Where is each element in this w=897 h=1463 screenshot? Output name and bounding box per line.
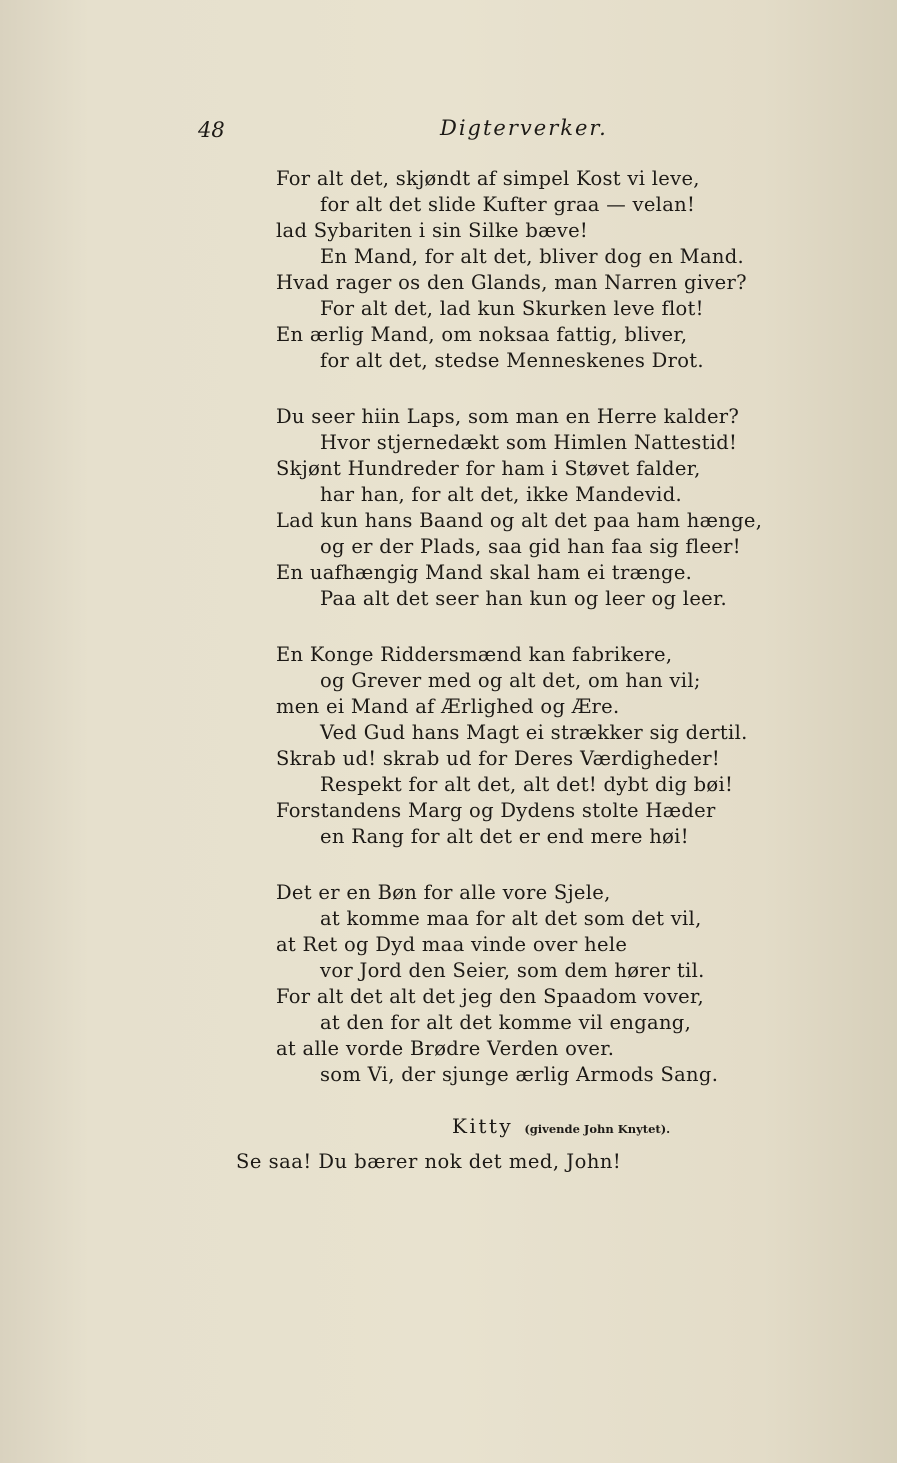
poem-line: En ærlig Mand, om noksaa fattig, bliver, — [276, 323, 688, 346]
poem-line: at Ret og Dyd maa vinde over hele — [276, 933, 628, 956]
speaker-heading — [452, 1114, 670, 1138]
poem-line: og er der Plads, saa gid han faa sig fleer! — [320, 535, 741, 558]
poem-line: Skjønt Hundreder for ham i Støvet falder, — [276, 457, 701, 480]
poem-line: som Vi, der sjunge ærlig Armods Sang. — [320, 1063, 719, 1086]
poem-line: Hvor stjernedækt som Himlen Nattestid! — [320, 431, 738, 454]
poem-line: at alle vorde Brødre Verden over. — [276, 1037, 615, 1060]
dialogue-line: Se saa! Du bærer nok det med, John! — [236, 1150, 622, 1173]
poem-line: at komme maa for alt det som det vil, — [320, 907, 702, 930]
poem-line: har han, for alt det, ikke Mandevid. — [320, 483, 682, 506]
stanza-2 — [276, 404, 836, 612]
poem-line: En uafhængig Mand skal ham ei trænge. — [276, 561, 693, 584]
poem-line: men ei Mand af Ærlighed og Ære. — [276, 695, 620, 718]
poem-line: for alt det, stedse Menneskenes Drot. — [320, 349, 704, 372]
stanza-3 — [276, 642, 836, 850]
poem-line: Paa alt det seer han kun og leer og leer. — [320, 587, 728, 610]
poem-line: Respekt for alt det, alt det! dybt dig bøi! — [320, 773, 734, 796]
poem-line: Hvad rager os den Glands, man Narren giver? — [276, 271, 747, 294]
stanza-1 — [276, 166, 836, 374]
stage-direction: (givende John Knytet). — [524, 1122, 671, 1136]
poem-line: Forstandens Marg og Dydens stolte Hæder — [276, 799, 716, 822]
poem-line: for alt det slide Kufter graa — velan! — [320, 193, 696, 216]
page-number: 48 — [198, 118, 225, 142]
poem-line: For alt det, skjøndt af simpel Kost vi leve, — [276, 167, 700, 190]
poem-line: og Grever med og alt det, om han vil; — [320, 669, 701, 692]
poem-line: En Mand, for alt det, bliver dog en Mand. — [320, 245, 745, 268]
poem-line: For alt det alt det jeg den Spaadom vover, — [276, 985, 704, 1008]
stanza-4 — [276, 880, 836, 1088]
poem-line: vor Jord den Seier, som dem hører til. — [320, 959, 705, 982]
page-header — [0, 114, 897, 148]
poem-line: Lad kun hans Baand og alt det paa ham hænge, — [276, 509, 763, 532]
poem — [276, 166, 836, 1118]
poem-line: en Rang for alt det er end mere høi! — [320, 825, 689, 848]
poem-line: Skrab ud! skrab ud for Deres Værdigheder! — [276, 747, 721, 770]
running-title: Digterverker. — [440, 116, 608, 140]
poem-line: For alt det, lad kun Skurken leve flot! — [320, 297, 704, 320]
poem-line: Det er en Bøn for alle vore Sjele, — [276, 881, 611, 904]
poem-line: at den for alt det komme vil engang, — [320, 1011, 692, 1034]
poem-line: Du seer hiin Laps, som man en Herre kalder? — [276, 405, 740, 428]
poem-line: Ved Gud hans Magt ei strækker sig dertil. — [320, 721, 748, 744]
poem-line: En Konge Riddersmænd kan fabrikere, — [276, 643, 673, 666]
speaker-name: Kitty — [452, 1114, 514, 1138]
poem-line: lad Sybariten i sin Silke bæve! — [276, 219, 589, 242]
